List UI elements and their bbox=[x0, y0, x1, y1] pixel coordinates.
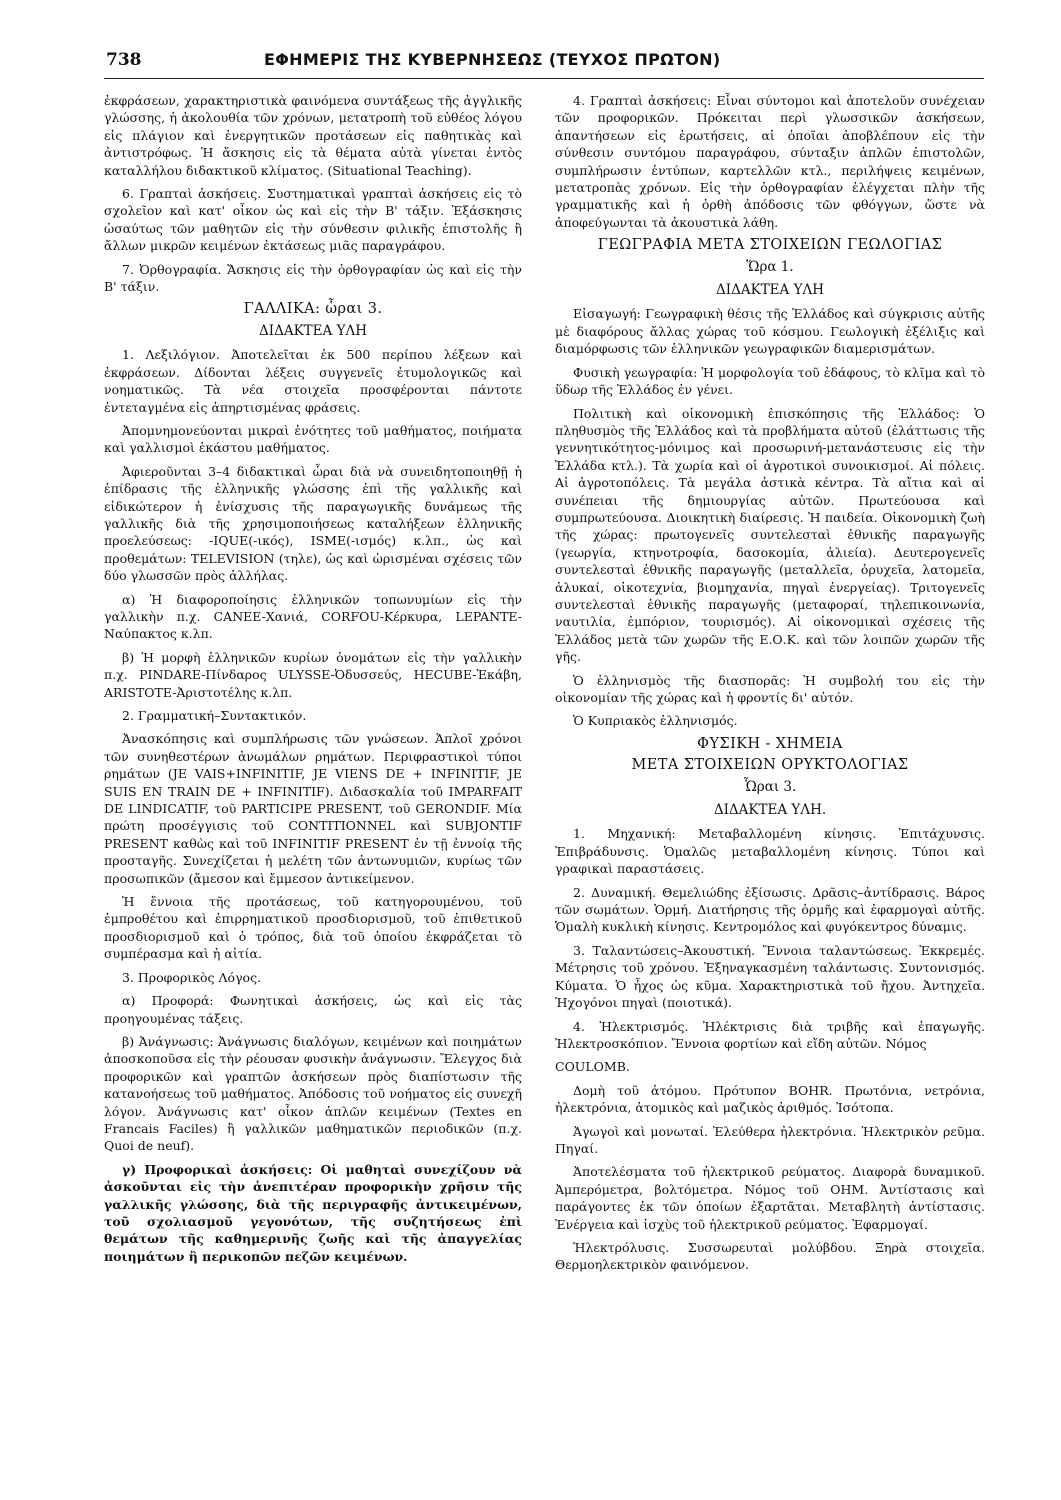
paragraph: Δομὴ τοῦ ἀτόμου. Πρότυπον BOHR. Πρωτόνια, νετρόνια, ἠλεκτρόνια, ἀτομικὸς καὶ μαζικὸς ἀριθμός. Ἰσότοπα. bbox=[555, 1082, 985, 1116]
paragraph: Εἰσαγωγή: Γεωγραφικὴ θέσις τῆς Ἑλλάδος καὶ σύγκρισις αὐτῆς μὲ διαφόρους ἄλλας χώρας τοῦ κόσμου. Γεωλογικὴ ἐξέλιξις καὶ διαμόρφωσις τῶν ἑλληνικῶν γεωγραφικῶν διαμερισμάτων. bbox=[555, 306, 985, 357]
paragraph: α) Ἡ διαφοροποίησις ἑλληνικῶν τοπωνυμίων εἰς τὴν γαλλικὴν π.χ. CANEE-Χανιά, CORFOU-Κέρκυρα, LEPANTE-Ναύπακτος κ.λπ. bbox=[104, 591, 522, 642]
paragraph: Ἀποτελέσματα τοῦ ἠλεκτρικοῦ ρεύματος. Διαφορὰ δυναμικοῦ. Ἀμπερόμετρα, βολτόμετρα. Νόμος τοῦ OHM. Ἀντίστασις καὶ παράγοντες ἐκ τῶν ὁποίων ἐξαρτᾶται. Μεταβλητὴ ἀντίστασις. Ἐνέργεια καὶ ἰσχὺς τοῦ ἠλεκτρικοῦ ρεύματος. Ἐφαρμογαί. bbox=[555, 1164, 985, 1232]
paragraph: 1. Μηχανική: Μεταβαλλομένη κίνησις. Ἐπιτάχυνσις. Ἐπιβράδυνσις. Ὁμαλῶς μεταβαλλομένη κίνησις. Τύποι καὶ γραφικαὶ παραστάσεις. bbox=[555, 826, 985, 877]
paragraph: Ἡ ἔννοια τῆς προτάσεως, τοῦ κατηγορουμένου, τοῦ ἐμπροθέτου καὶ ἐπιρρηματικοῦ προσδιορισμοῦ, τοῦ ἐπιθετικοῦ προσδιορισμοῦ καὶ ὁ τρόπος, διὰ τοῦ ὁποίου ἐκφράζεται τὸ συμπέρασμα καὶ ἡ αἰτία. bbox=[104, 894, 522, 962]
subsection-heading: ΔΙΔΑΚΤΕΑ ΥΛΗ bbox=[259, 322, 367, 339]
paragraph: COULOMB. bbox=[555, 1059, 630, 1075]
paragraph: 6. Γραπταὶ ἀσκήσεις. Συστηματικαὶ γραπταὶ ἀσκήσεις εἰς τὸ σχολεῖον καὶ κατ' οἶκον ὡς καὶ εἰς τὴν Β' τάξιν. Ἐξάσκησις ὡσαύτως τῶν μαθητῶν εἰς τὴν σύνθεσιν φιλικῆς ἐπιστολῆς ἢ ἄλλων μικρῶν κειμένων ἐκτάσεως μιᾶς παραγράφου. bbox=[104, 186, 522, 254]
paragraph: 2. Δυναμική. Θεμελιώδης ἐξίσωσις. Δρᾶσις–ἀντίδρασις. Βάρος τῶν σωμάτων. Ὁρμή. Διατήρησις τῆς ὁρμῆς καὶ ἐφαρμογαὶ αὐτῆς. Ὁμαλὴ κυκλικὴ κίνησις. Κεντρομόλος καὶ φυγόκεντρος δύναμις. bbox=[555, 884, 985, 935]
journal-title: ΕΦΗΜΕΡΙΣ ΤΗΣ ΚΥΒΕΡΝΗΣΕΩΣ (ΤΕΥΧΟΣ ΠΡΩΤΟΝ) bbox=[264, 50, 721, 69]
section-heading: ΓΕΩΓΡΑΦΙΑ ΜΕΤΑ ΣΤΟΙΧΕΙΩΝ ΓΕΩΛΟΓΙΑΣ bbox=[597, 237, 943, 254]
paragraph: 3. Προφορικὸς Λόγος. bbox=[122, 969, 262, 985]
paragraph: 4. Ἠλεκτρισμός. Ἠλέκτρισις διὰ τριβῆς καὶ ἐπαγωγῆς. Ἠλεκτροσκόπιον. Ἔννοια φορτίων καὶ εἴδη αὐτῶν. Νόμος bbox=[555, 1018, 985, 1051]
paragraph: Ἠλεκτρόλυσις. Συσσωρευταὶ μολύβδου. Ξηρὰ στοιχεῖα. Θερμοηλεκτρικὸν φαινόμενον. bbox=[555, 1239, 985, 1273]
paragraph: Ἀγωγοὶ καὶ μονωταί. Ἐλεύθερα ἠλεκτρόνια. Ἠλεκτρικὸν ρεῦμα. Πηγαί. bbox=[555, 1123, 985, 1156]
paragraph: Ἀπομνημονεύονται μικραὶ ἑνότητες τοῦ μαθήματος, ποιήματα καὶ γαλλισμοὶ ἑκάστου μαθήματος. bbox=[104, 422, 522, 456]
page-number: 738 bbox=[106, 50, 142, 70]
right-column bbox=[555, 92, 985, 1280]
paragraph: γ) Προφορικαὶ ἀσκήσεις: Οἱ μαθηταὶ συνεχίζουν νὰ ἀσκοῦνται εἰς τὴν ἀνεπιτέραν προφορικὴν χρῆσιν τῆς γαλλικῆς γλώσσης, διὰ τῆς περιγραφῆς ἀντικειμένων, τοῦ σχολιασμοῦ γεγονότων, τῆς συζητήσεως ἐπὶ θεμάτων τῆς καθημερινῆς ζωῆς καὶ τῆς ἀπαγγελίας ποιημάτων ἢ περικοπῶν πεζῶν κειμένων. bbox=[104, 1161, 522, 1264]
paragraph: 1. Λεξιλόγιον. Ἀποτελεῖται ἐκ 500 περίπου λέξεων καὶ ἐκφράσεων. Δίδονται λέξεις συγγενεῖς ἐτυμολογικῶς καὶ νοηματικῶς. Τὰ νέα στοιχεῖα προσφέρονται πάντοτε ἐντεταγμένα εἰς ἀπηρτισμένας φράσεις. bbox=[104, 347, 522, 415]
paragraph: β) Ἀνάγνωσις: Ἀνάγνωσις διαλόγων, κειμένων καὶ ποιημάτων ἀποσκοποῦσα εἰς τὴν ρέουσαν φυσικὴν ἀνάγνωσιν. Ἔλεγχος διὰ προφορικῶν καὶ γραπτῶν ἀσκήσεων πρὸς διαπίστωσιν τῆς κατανοήσεως τοῦ μαθήματος. Ἀπόδοσις τοῦ νοήματος εἰς συνεχῆ λόγον. Ἀνάγνωσις κατ' οἶκον ἁπλῶν κειμένων (Textes en Francais Faciles) ἢ γαλλικῶν μαθηματικῶν περιοδικῶν (π.χ. Quoi de neuf). bbox=[104, 1033, 522, 1154]
paragraph: 4. Γραπταὶ ἀσκήσεις: Εἶναι σύντομοι καὶ ἀποτελοῦν συνέχειαν τῶν προφορικῶν. Πρόκειται περὶ γλωσσικῶν ἀσκήσεων, ἀπαντήσεων εἰς ἐρωτήσεις, αἱ ὁποῖαι ἀποβλέπουν εἰς τὴν σύνθεσιν συντόμου παραγράφου, σύνταξιν ἁπλῶν ἐπιστολῶν, συμπλήρωσιν ἐντύπων, καρτελλῶν κτλ., περιλήψεις κειμένων, μετατροπὰς χρόνων. Εἰς τὴν ὀρθογραφίαν ἐλέγχεται πλὴν τῆς γραμματικῆς καὶ ἡ ὀρθὴ ἀπόδοσις τῶν φθόγγων, ὥστε νὰ ἀποφεύγωνται τὰ ἀκουστικὰ λάθη. bbox=[555, 93, 985, 230]
paragraph: ἐκφράσεων, χαρακτηριστικὰ φαινόμενα συντάξεως τῆς ἀγγλικῆς γλώσσης, ἡ ἀκολουθία τῶν χρόνων, μετατροπὴ τοῦ εὐθέος λόγου εἰς πλάγιον καὶ ἐνεργητικῶν προτάσεων εἰς παθητικὰς καὶ ἀντιστρόφως. Ἡ ἄσκησις εἰς τὰ θέματα αὐτὰ γίνεται ἐντὸς καταλλήλου διδακτικοῦ κλίματος. (Situational Teaching). bbox=[104, 93, 522, 178]
section-heading: ΦΥΣΙΚΗ - ΧΗΜΕΙΑ bbox=[697, 735, 843, 752]
paragraph: 3. Ταλαντώσεις–Ἀκουστική. Ἔννοια ταλαντώσεως. Ἐκκρεμές. Μέτρησις τοῦ χρόνου. Ἐξηναγκασμένη ταλάντωσις. Συντονισμός. Κύματα. Ὁ ἦχος ὡς κῦμα. Χαρακτηριστικὰ τοῦ ἤχου. Ἀντηχεῖα. Ἠχογόνοι πηγαὶ (ποιοτικά). bbox=[555, 942, 985, 1011]
paragraph: 7. Ὀρθογραφία. Ἄσκησις εἰς τὴν ὀρθογραφίαν ὡς καὶ εἰς τὴν Β' τάξιν. bbox=[104, 261, 522, 295]
hours-heading: Ὥρα 1. bbox=[746, 258, 794, 275]
paragraph: Ἀνασκόπησις καὶ συμπλήρωσις τῶν γνώσεων. Ἁπλοῖ χρόνοι τῶν συνηθεστέρων ἀνωμάλων ρημάτων. Περιφραστικοὶ τύποι ρημάτων (JE VAIS+INFINITIF, JE VIENS DE + INFINITIF, JE SUIS EN TRAIN DE + INFINITIF). Διδασκαλία τοῦ IMPARFAIT DE LINDICATIF, τοῦ PARTICIPE PRESENT, τοῦ GERONDIF. Μία πρώτη προσέγγισις τοῦ CONTITIONNEL καὶ SUBJONTIF PRESENT καθὼς καὶ τοῦ INFINITIF PRESENT ἐν τῇ ἐννοίᾳ τῆς προσταγῆς. Συνεχίζεται ἡ μελέτη τῶν ἀντωνυμιῶν, κυρίως τῶν προσωπικῶν (ἄμεσον καὶ ἔμμεσον ἀντικείμενον. bbox=[104, 731, 522, 886]
section-heading: ΓΑΛΛΙΚΑ: ὧραι 3. bbox=[243, 301, 383, 318]
paragraph: α) Προφορά: Φωνητικαὶ ἀσκήσεις, ὡς καὶ εἰς τὰς προηγουμένας τάξεις. bbox=[104, 993, 522, 1026]
paragraph: Πολιτικὴ καὶ οἰκονομικὴ ἐπισκόπησις τῆς Ἑλλάδος: Ὁ πληθυσμὸς τῆς Ἑλλάδος καὶ τὰ προβλήματα αὐτοῦ (ἐλάττωσις τῆς γεννητικότητος-μόνιμος καὶ προσωρινή-μετανάστευσις εἰς τὴν Ἑλλάδα κτλ.). Τὰ χωρία καὶ οἱ ἀγροτικοὶ συνοικισμοί. Αἱ πόλεις. Αἱ ἀγροτοπόλεις. Τὰ μεγάλα ἀστικὰ κέντρα. Τὰ αἴτια καὶ αἱ συνέπειαι τῆς δημιουργίας αὐτῶν. Πρωτεύουσα καὶ συμπρωτεύουσα. Διοικητικὴ διαίρεσις. Ἡ παιδεία. Οἰκονομικὴ ζωὴ τῆς χώρας: πρωτογενεῖς συντελεσταὶ ἐθνικῆς παραγωγῆς (γεωργία, κτηνοτροφία, δασοκομία, ἁλιεία). Δευτερογενεῖς συντελεσταὶ ἐθνικῆς παραγωγῆς (μεταλλεῖα, ὀρυχεῖα, λατομεῖα, ἁλυκαί, οἰκοτεχνία, βιομηχανία, πηγαὶ ἐνεργείας). Τριτογενεῖς συντελεσταὶ ἐθνικῆς παραγωγῆς (μεταφοραί, τηλεπικοινωνία, ναυτιλία, ἐμπόριον, τουρισμός). Αἱ οἰκονομικαὶ σχέσεις τῆς Ἑλλάδος μετὰ τῶν χωρῶν τῆς Ε.Ο.Κ. καὶ τῶν λοιπῶν χωρῶν τῆς γῆς. bbox=[555, 405, 985, 665]
paragraph: Φυσικὴ γεωγραφία: Ἡ μορφολογία τοῦ ἐδάφους, τὸ κλῖμα καὶ τὸ ὕδωρ τῆς Ἑλλάδος ἐν γένει. bbox=[555, 364, 985, 398]
left-column bbox=[104, 92, 522, 1271]
hours-heading: Ὧραι 3. bbox=[743, 778, 797, 795]
page-header bbox=[104, 44, 984, 79]
paragraph: 2. Γραμματική–Συντακτικόν. bbox=[122, 708, 307, 723]
paragraph: Ἀφιεροῦνται 3–4 διδακτικαὶ ὧραι διὰ νὰ συνειδητοποιηθῇ ἡ ἐπίδρασις τῆς ἑλληνικῆς γλώσσης ἐπὶ τῆς γαλλικῆς καὶ εἰδικώτερον ἡ ἐνίσχυσις τῆς παραγωγικῆς δυνάμεως τῆς γαλλικῆς διὰ τῆς χρησιμοποιήσεως καταλήξεων ἑλληνικῆς προελεύσεως: -IQUE(-ικός), ISME(-ισμός) κ.λπ., ὡς καὶ προθεμάτων: TELEVISION (τηλε), ὡς καὶ ὡρισμέναι σχέσεις τῶν δύο γλωσσῶν πρὸς ἀλλήλας. bbox=[104, 463, 522, 584]
paragraph: Ὁ ἑλληνισμὸς τῆς διασπορᾶς: Ἡ συμβολή του εἰς τὴν οἰκονομίαν τῆς χώρας καὶ ἡ φροντίς δι' αὐτόν. bbox=[555, 672, 985, 705]
section-heading: ΜΕΤΑ ΣΤΟΙΧΕΙΩΝ ΟΡΥΚΤΟΛΟΓΙΑΣ bbox=[631, 757, 909, 774]
subsection-heading: ΔΙΔΑΚΤΕΑ ΥΛΗ. bbox=[713, 802, 827, 819]
subsection-heading: ΔΙΔΑΚΤΕΑ ΥΛΗ bbox=[716, 282, 824, 299]
paragraph: Ὁ Κυπριακὸς ἑλληνισμός. bbox=[573, 713, 738, 729]
paragraph: β) Ἡ μορφὴ ἑλληνικῶν κυρίων ὀνομάτων εἰς τὴν γαλλικὴν π.χ. PINDARE-Πίνδαρος ULYSSE-Ὀδυσσεύς, HECUBE-Ἑκάβη, ARISTOTE-Ἀριστοτέλης κ.λπ. bbox=[104, 649, 522, 700]
